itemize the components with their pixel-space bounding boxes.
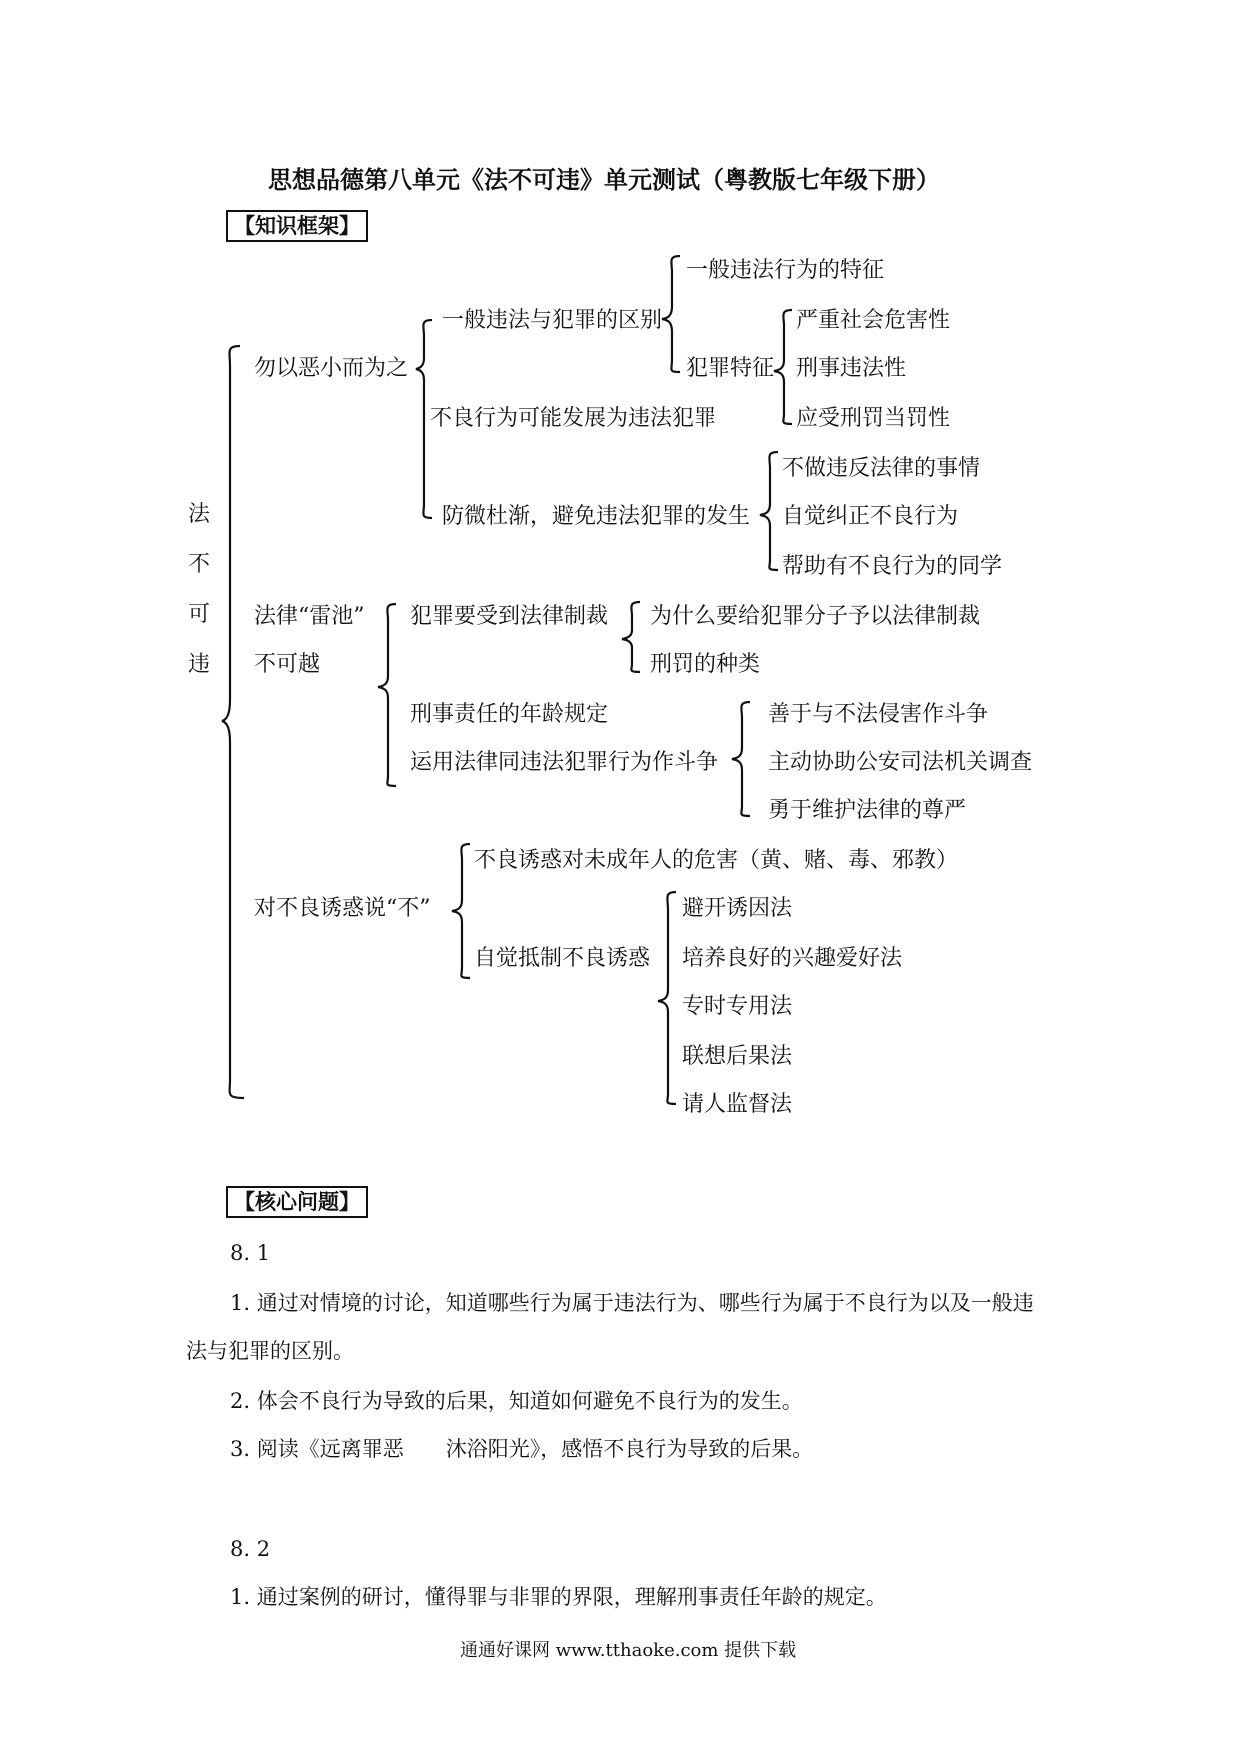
method-item: 避开诱因法 bbox=[682, 896, 793, 921]
b2-label: 法律“雷池” bbox=[254, 604, 365, 629]
b1-c2: 不良行为可能发展为违法犯罪 bbox=[430, 406, 717, 431]
b3-c1: 不良诱惑对未成年人的危害（黄、赌、毒、邪教） bbox=[474, 848, 959, 873]
root-char: 不 bbox=[188, 552, 211, 577]
footer-text: 通通好课网 www.tthaoke.com 提供下载 bbox=[460, 1640, 797, 1661]
crime-features-brace bbox=[774, 310, 792, 424]
root-char: 违 bbox=[188, 652, 211, 677]
method-item: 联想后果法 bbox=[682, 1044, 793, 1069]
core-item: 1. 通过案例的研讨，懂得罪与非罪的界限，理解刑事责任年龄的规定。 bbox=[230, 1585, 887, 1609]
section-label-framework: 【知识框架】 bbox=[226, 210, 368, 242]
b2-c1: 犯罪要受到法律制裁 bbox=[410, 604, 609, 629]
prevention-item: 自觉纠正不良行为 bbox=[782, 504, 959, 529]
root-char: 法 bbox=[188, 502, 211, 527]
b3-brace bbox=[452, 844, 470, 978]
fight-item: 主动协助公安司法机关调查 bbox=[768, 750, 1033, 775]
method-item: 请人监督法 bbox=[682, 1092, 793, 1117]
b1-c1-1: 一般违法行为的特征 bbox=[686, 258, 885, 283]
b2-label: 不可越 bbox=[254, 652, 321, 677]
core-heading: 8. 1 bbox=[230, 1241, 271, 1265]
b3-c2: 自觉抵制不良诱惑 bbox=[474, 946, 651, 971]
fight-brace bbox=[732, 702, 750, 816]
root-char: 可 bbox=[188, 602, 211, 627]
methods-brace bbox=[658, 892, 676, 1104]
method-item: 培养良好的兴趣爱好法 bbox=[682, 946, 903, 971]
section-label-core: 【核心问题】 bbox=[226, 1186, 368, 1218]
c1-brace bbox=[662, 256, 680, 372]
page-title: 思想品德第八单元《法不可违》单元测试（粤教版七年级下册） bbox=[268, 166, 940, 194]
fight-item: 善于与不法侵害作斗争 bbox=[768, 702, 989, 727]
b2-c3: 运用法律同违法犯罪行为作斗争 bbox=[410, 750, 719, 775]
b1-label: 勿以恶小而为之 bbox=[254, 356, 409, 381]
prevention-item: 不做违反法律的事情 bbox=[782, 456, 981, 481]
b1-c1-2: 犯罪特征 bbox=[686, 356, 775, 381]
crime-feature: 严重社会危害性 bbox=[796, 308, 951, 333]
core-item: 3. 阅读《远离罪恶 沐浴阳光》，感悟不良行为导致的后果。 bbox=[230, 1437, 814, 1461]
sanction-brace bbox=[622, 602, 640, 672]
fight-item: 勇于维护法律的尊严 bbox=[768, 798, 967, 823]
b3-label: 对不良诱惑说“不” bbox=[254, 896, 431, 921]
core-item: 2. 体会不良行为导致的后果，知道如何避免不良行为的发生。 bbox=[230, 1389, 803, 1413]
root-brace bbox=[222, 346, 244, 1098]
sanction-item: 为什么要给犯罪分子予以法律制裁 bbox=[650, 604, 981, 629]
core-heading: 8. 2 bbox=[230, 1537, 271, 1561]
sanction-item: 刑罚的种类 bbox=[650, 652, 761, 677]
crime-feature: 刑事违法性 bbox=[796, 356, 907, 381]
b2-c2: 刑事责任的年龄规定 bbox=[410, 702, 609, 727]
b1-c3: 防微杜渐，避免违法犯罪的发生 bbox=[442, 504, 751, 529]
core-item: 法与犯罪的区别。 bbox=[186, 1339, 354, 1363]
prevention-brace bbox=[760, 452, 778, 570]
b2-brace bbox=[378, 604, 396, 786]
crime-feature: 应受刑罚当罚性 bbox=[796, 406, 951, 431]
b1-c1: 一般违法与犯罪的区别 bbox=[442, 308, 663, 333]
method-item: 专时专用法 bbox=[682, 994, 793, 1019]
prevention-item: 帮助有不良行为的同学 bbox=[782, 554, 1003, 579]
core-item: 1. 通过对情境的讨论，知道哪些行为属于违法行为、哪些行为属于不良行为以及一般违 bbox=[230, 1291, 1034, 1315]
